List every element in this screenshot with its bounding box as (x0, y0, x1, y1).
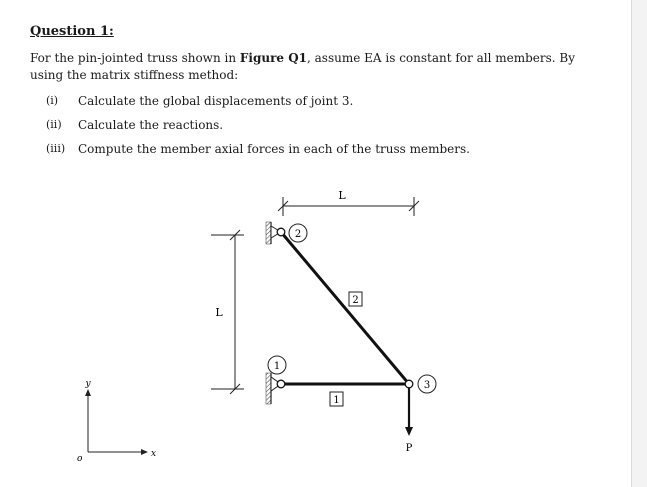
page-edge (631, 0, 647, 487)
member-2 (281, 232, 409, 384)
member-label-1 (330, 392, 343, 406)
figure-reference: Figure Q1 (239, 51, 308, 65)
item-text: Compute the member axial forces in each of the truss members. (78, 142, 470, 156)
node-label-3 (418, 375, 436, 393)
item-number: (iii) (46, 142, 66, 155)
axis-origin-label: o (77, 454, 83, 464)
svg-text:1: 1 (333, 395, 340, 406)
item-number: (i) (46, 94, 59, 107)
joint-2 (277, 228, 285, 236)
dimension-label-vertical: L (215, 306, 223, 319)
dimension-horizontal (278, 189, 419, 216)
item-number: (ii) (46, 118, 62, 131)
joint-3 (405, 380, 413, 388)
load-label: P (405, 443, 413, 454)
svg-text:2: 2 (352, 295, 359, 306)
svg-text:1: 1 (273, 361, 281, 372)
dimension-vertical (211, 230, 244, 394)
pin-support-bottom (266, 373, 281, 404)
load-arrow (405, 388, 413, 436)
svg-text:3: 3 (423, 380, 431, 391)
joint-1 (277, 380, 285, 388)
item-text: Calculate the reactions. (78, 118, 224, 132)
axis-label-x: x (151, 449, 157, 459)
intro-text-end: , assume EA is constant for all members. By using the matrix stiffness method: (30, 51, 575, 82)
intro-text-start: For the pin-jointed truss shown in (30, 51, 240, 65)
item-text: Calculate the global displacements of joint 3. (78, 94, 354, 108)
svg-text:2: 2 (294, 229, 302, 240)
dimension-label-horizontal: L (338, 189, 346, 202)
coordinate-axes (77, 379, 156, 464)
node-label-1 (268, 356, 286, 374)
axis-label-y: y (85, 379, 91, 389)
question-title: Question 1: (30, 24, 114, 39)
member-label-2 (349, 292, 362, 306)
node-label-2 (289, 224, 307, 242)
